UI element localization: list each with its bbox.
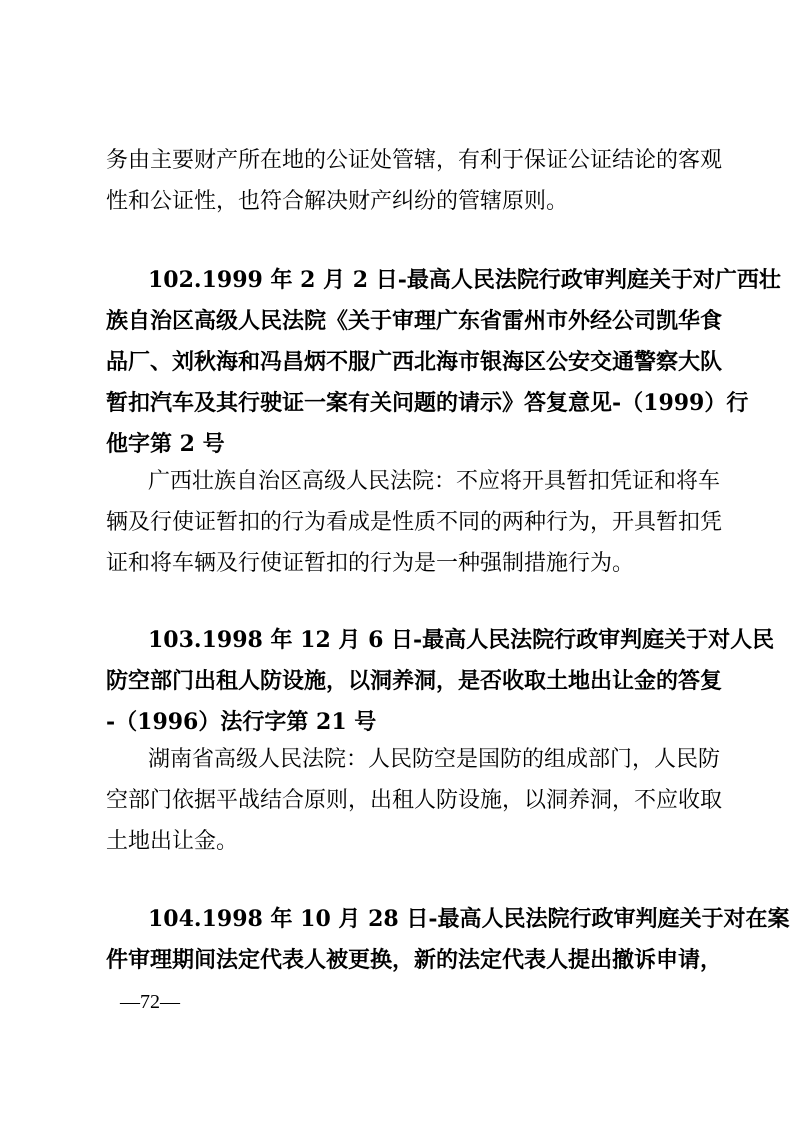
paragraph-line: 空部门依据平战结合原则，出租人防设施，以洞养洞，不应收取 — [106, 788, 723, 813]
section-heading-103: 103.1998 年 12 月 6 日-最高人民法院行政审判庭关于对人民 — [148, 627, 775, 653]
paragraph-line: 土地出让金。 — [106, 829, 239, 854]
paragraph-line: 证和将车辆及行使证暂扣的行为是一种强制措施行为。 — [106, 551, 635, 576]
section-heading-line: -（1996）法行字第 21 号 — [106, 709, 377, 735]
section-heading-line: 他字第 2 号 — [106, 431, 225, 457]
paragraph-line: 性和公证性，也符合解决财产纠纷的管辖原则。 — [106, 189, 569, 214]
section-heading-102: 102.1999 年 2 月 2 日-最高人民法院行政审判庭关于对广西壮 — [148, 267, 781, 293]
section-heading-104: 104.1998 年 10 月 28 日-最高人民法院行政审判庭关于对在案 — [148, 906, 790, 932]
page-number: —72— — [120, 991, 180, 1013]
paragraph-line: 湖南省高级人民法院：人民防空是国防的组成部门，人民防 — [148, 747, 721, 772]
section-heading-line: 族自治区高级人民法院《关于审理广东省雷州市外经公司凯华食 — [106, 308, 723, 334]
section-heading-line: 防空部门出租人防设施，以洞养洞，是否收取土地出让金的答复 — [106, 668, 723, 694]
section-heading-line: 件审理期间法定代表人被更换，新的法定代表人提出撤诉申请， — [106, 947, 723, 973]
section-heading-line: 品厂、刘秋海和冯昌炳不服广西北海市银海区公安交通警察大队 — [106, 349, 723, 375]
paragraph-line: 广西壮族自治区高级人民法院：不应将开具暂扣凭证和将车 — [148, 469, 721, 494]
paragraph-line: 务由主要财产所在地的公证处管辖，有利于保证公证结论的客观 — [106, 148, 723, 173]
section-heading-line: 暂扣汽车及其行驶证一案有关问题的请示》答复意见-（1999）行 — [106, 390, 749, 416]
paragraph-line: 辆及行使证暂扣的行为看成是性质不同的两种行为，开具暂扣凭 — [106, 510, 723, 535]
